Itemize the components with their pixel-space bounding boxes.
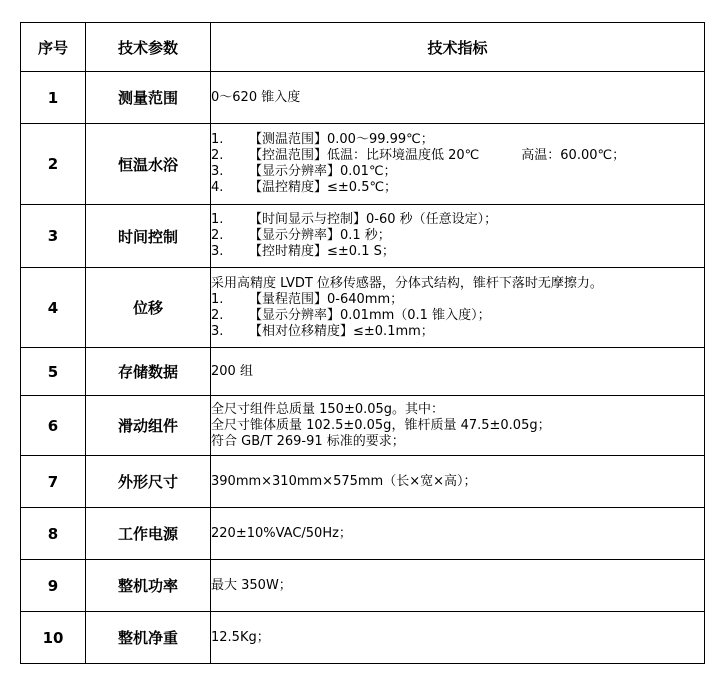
spec-line: 0～620 锥入度	[211, 89, 301, 105]
spec-line: 390mm×310mm×575mm（长×宽×高）；	[211, 473, 477, 489]
spec-line-number: 2.	[211, 228, 224, 243]
row-number: 5	[21, 348, 86, 396]
spec-line	[211, 244, 704, 260]
spec-line-number: 4.	[211, 180, 224, 195]
spec-line-text: 【温控精度】≤±0.5℃；	[249, 180, 398, 195]
spec-line-text: 【测温范围】0.00～99.99℃；	[249, 132, 434, 147]
row-param: 测量范围	[86, 72, 211, 124]
row-param: 存储数据	[86, 348, 211, 396]
spec-line	[211, 180, 704, 196]
row-param: 时间控制	[86, 205, 211, 268]
spec-line: 全尺寸组件总质量 150±0.05g。其中：	[211, 401, 445, 417]
spec-line-number: 1.	[211, 291, 224, 307]
table-row	[21, 348, 705, 396]
table-row	[21, 508, 705, 560]
spec-line-text: 【时间显示与控制】0-60 秒（任意设定）；	[249, 212, 498, 227]
row-param: 位移	[86, 268, 211, 348]
row-number: 7	[21, 456, 86, 508]
row-number: 10	[21, 612, 86, 664]
row-spec	[211, 348, 705, 396]
row-spec	[211, 396, 705, 456]
spec-line-number: 2.	[211, 307, 224, 323]
table-row	[21, 612, 705, 664]
row-spec	[211, 72, 705, 124]
technical-spec-table	[20, 22, 705, 664]
spec-line-text-extra: 高温：60.00℃；	[521, 148, 626, 163]
header-no: 序号	[21, 23, 86, 72]
spec-line	[211, 148, 704, 164]
row-number: 4	[21, 268, 86, 348]
spec-line-number: 1.	[211, 212, 224, 227]
table-row	[21, 205, 705, 268]
row-number: 1	[21, 72, 86, 124]
table-row	[21, 268, 705, 348]
spec-line-number: 2.	[211, 148, 224, 163]
table-row	[21, 72, 705, 124]
spec-line	[211, 132, 704, 148]
spec-line	[211, 308, 704, 324]
spec-line	[211, 292, 704, 308]
row-number: 8	[21, 508, 86, 560]
header-param: 技术参数	[86, 23, 211, 72]
spec-line: 最大 350W；	[211, 577, 292, 593]
spec-line	[211, 228, 704, 244]
row-param: 整机净重	[86, 612, 211, 664]
row-number: 3	[21, 205, 86, 268]
spec-line-number: 3.	[211, 323, 224, 339]
header-spec: 技术指标	[211, 23, 705, 72]
spec-line-text: 【量程范围】0-640mm；	[249, 291, 404, 307]
spec-line-text: 【显示分辨率】0.01℃；	[249, 164, 397, 179]
spec-line: 220±10%VAC/50Hz；	[211, 525, 352, 541]
row-spec	[211, 612, 705, 664]
row-param: 外形尺寸	[86, 456, 211, 508]
row-param: 整机功率	[86, 560, 211, 612]
row-spec	[211, 124, 705, 205]
table-row	[21, 124, 705, 205]
table-row	[21, 456, 705, 508]
row-spec	[211, 268, 705, 348]
spec-line: 全尺寸锥体质量 102.5±0.05g，锥杆质量 47.5±0.05g；	[211, 417, 551, 433]
spec-line	[211, 164, 704, 180]
table-header-row	[21, 23, 705, 72]
spec-line: 符合 GB/T 269-91 标准的要求；	[211, 433, 405, 449]
row-number: 2	[21, 124, 86, 205]
row-spec	[211, 456, 705, 508]
table-row	[21, 396, 705, 456]
spec-line: 200 组	[211, 363, 253, 379]
spec-line-text: 【控温范围】低温：比环境温度低 20℃	[249, 148, 480, 163]
spec-line-number: 3.	[211, 244, 224, 259]
row-param: 恒温水浴	[86, 124, 211, 205]
spec-line-text: 【相对位移精度】≤±0.1mm；	[249, 323, 434, 339]
spec-line-number: 3.	[211, 164, 224, 179]
table-row	[21, 560, 705, 612]
spec-line-text: 【控时精度】≤±0.1 S；	[249, 244, 395, 259]
row-param: 工作电源	[86, 508, 211, 560]
spec-line	[211, 324, 704, 340]
spec-line: 12.5Kg；	[211, 629, 270, 645]
row-number: 9	[21, 560, 86, 612]
spec-line-number: 1.	[211, 132, 224, 147]
spec-line-text: 【显示分辨率】0.1 秒；	[249, 228, 391, 243]
spec-line	[211, 212, 704, 228]
row-spec	[211, 508, 705, 560]
row-param: 滑动组件	[86, 396, 211, 456]
spec-line-text: 【显示分辨率】0.01mm（0.1 锥入度）；	[249, 307, 491, 323]
row-spec	[211, 560, 705, 612]
row-spec	[211, 205, 705, 268]
spec-intro: 采用高精度 LVDT 位移传感器，分体式结构，锥杆下落时无摩擦力。	[211, 275, 603, 291]
row-number: 6	[21, 396, 86, 456]
